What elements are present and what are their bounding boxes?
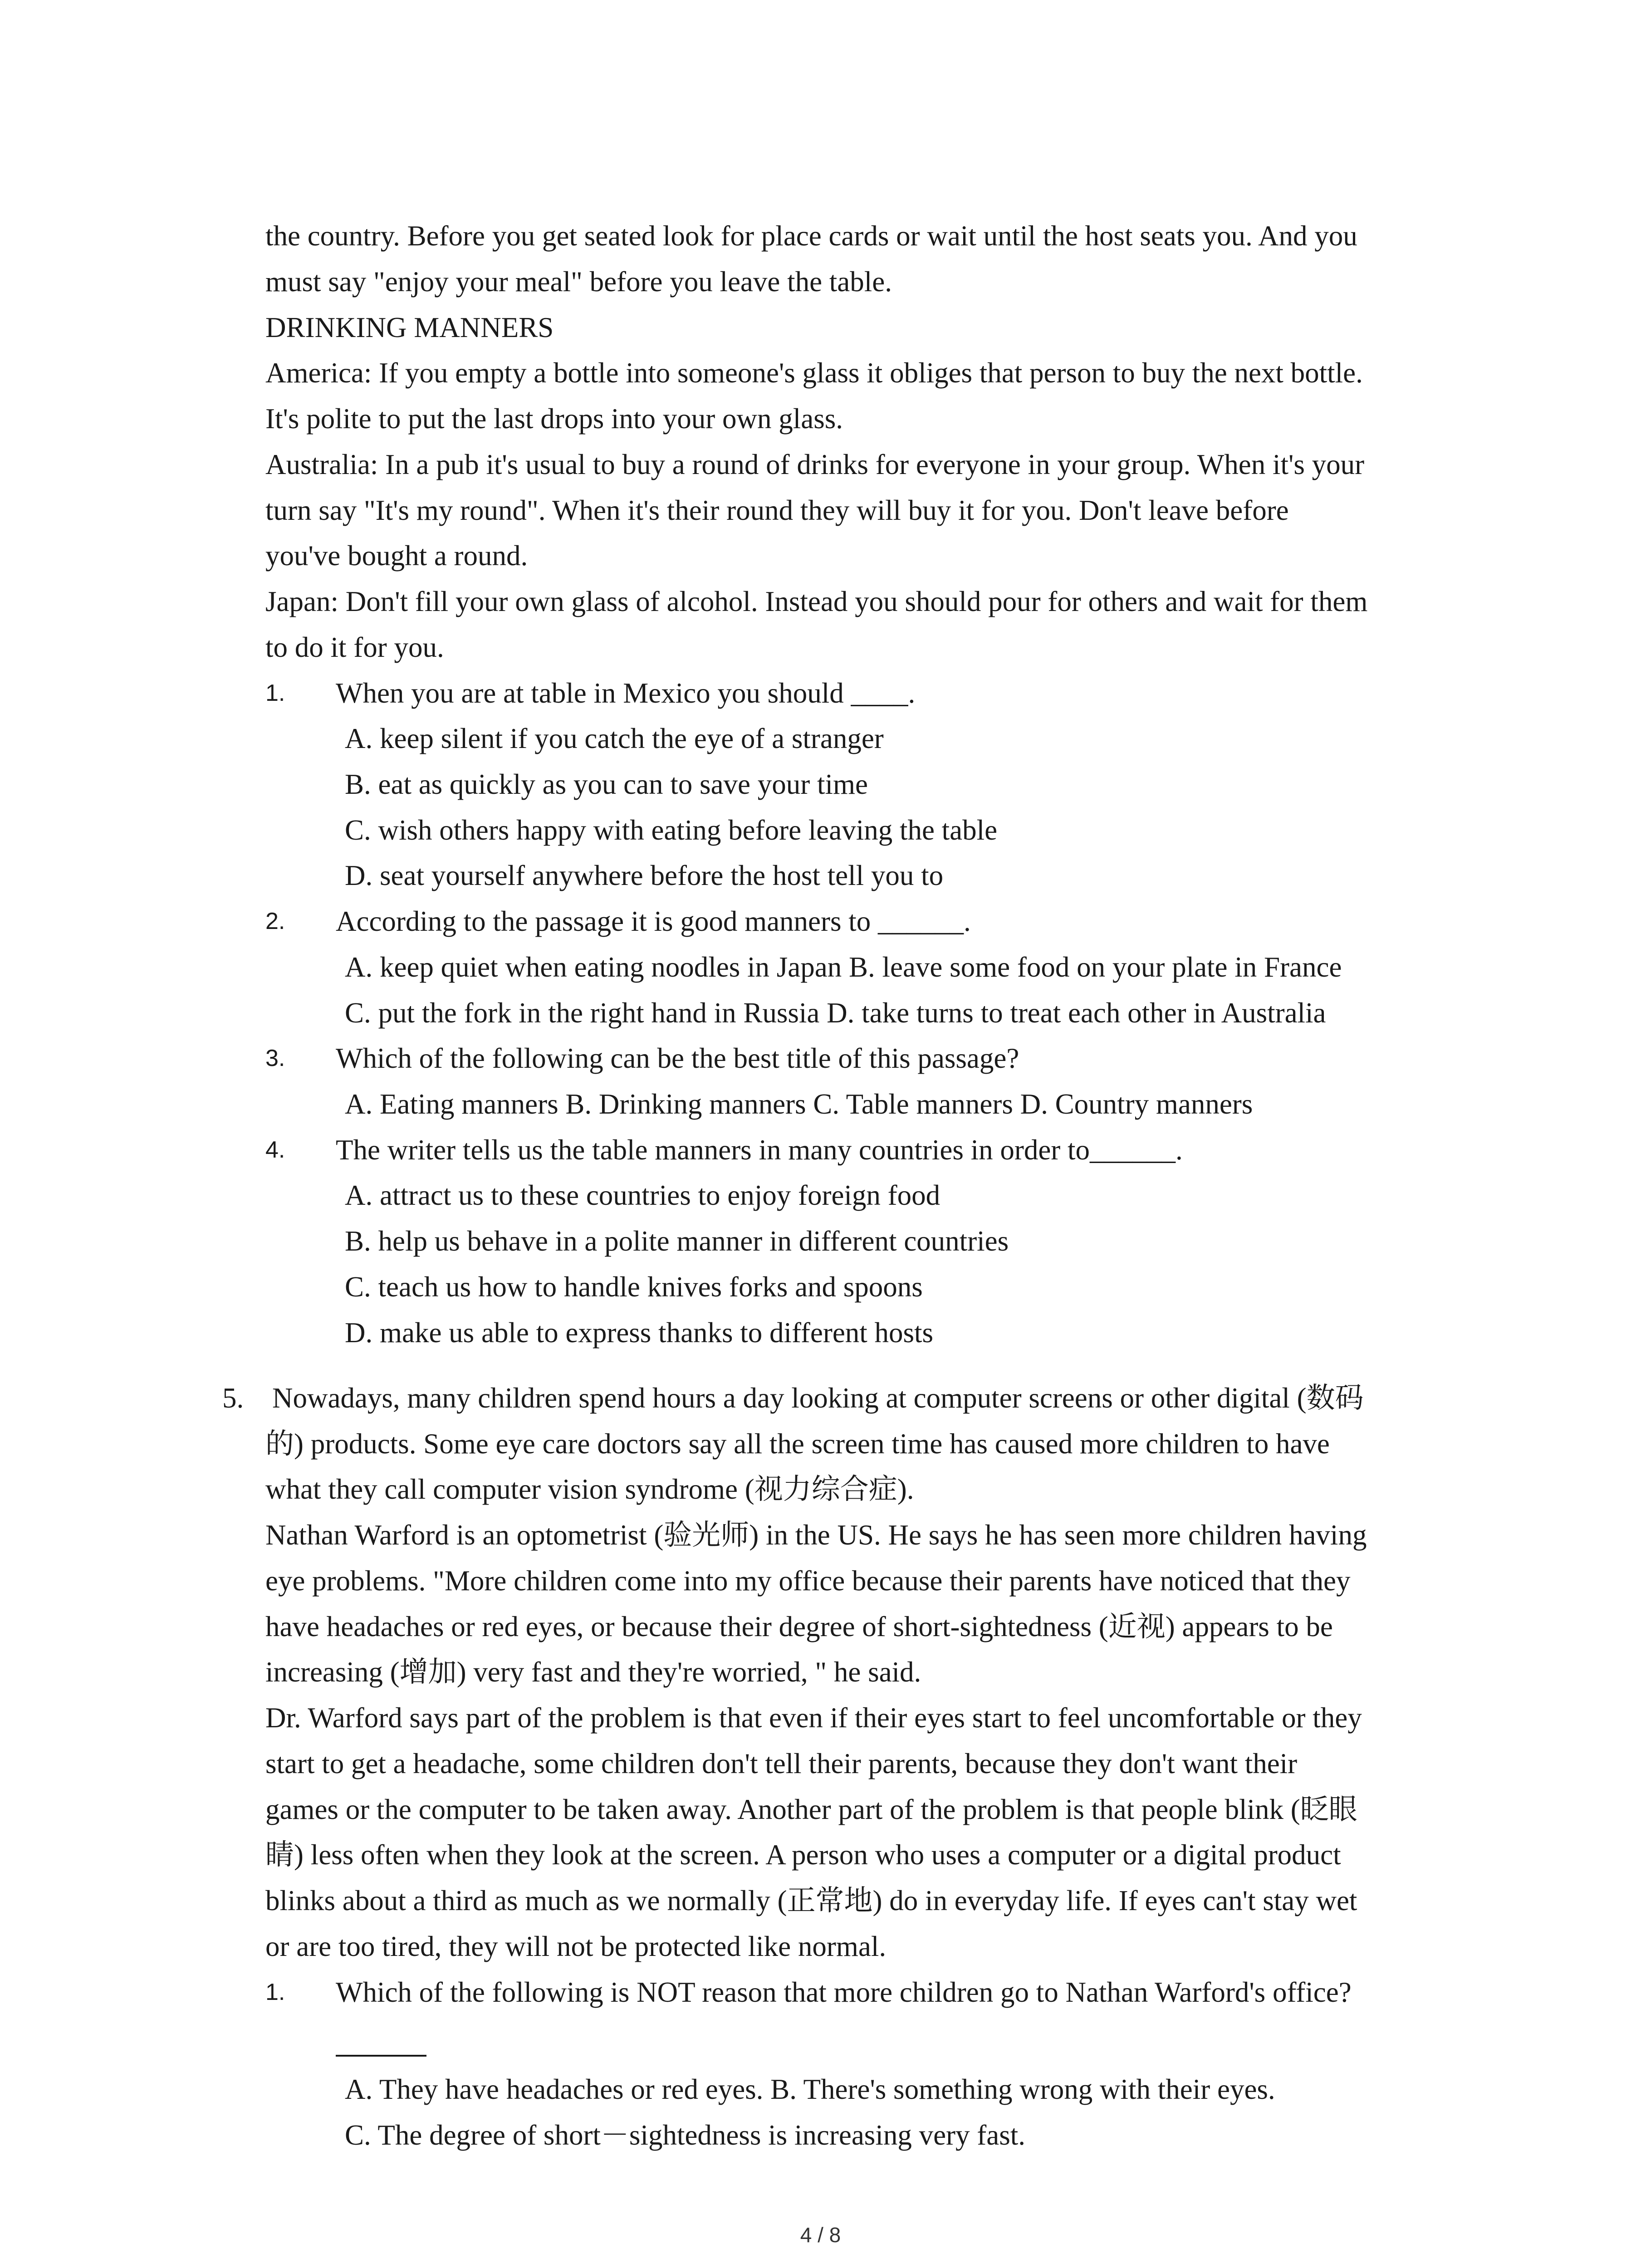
option-line: B. help us behave in a polite manner in different countries — [345, 1225, 1009, 1257]
passage-number: 5. — [222, 1382, 244, 1414]
option-line: C. wish others happy with eating before leaving the table — [345, 814, 998, 846]
passage-line: to do it for you. — [265, 631, 444, 663]
passage-line: America: If you empty a bottle into someone's glass it obliges that person to buy the next bottle. — [265, 357, 1363, 389]
page-number: 4 / 8 — [800, 2223, 841, 2247]
option-line: C. The degree of short－sightedness is increasing very fast. — [345, 2119, 1025, 2151]
passage-line: Nowadays, many children spend hours a day looking at computer screens or other digital (数码 — [272, 1382, 1364, 1414]
passage-line: 的) products. Some eye care doctors say all the screen time has caused more children to have — [265, 1428, 1330, 1460]
passage-line: games or the computer to be taken away. Another part of the problem is that people blink (眨眼 — [265, 1794, 1357, 1825]
passage-line: the country. Before you get seated look for place cards or wait until the host seats you. And you — [265, 220, 1357, 252]
passage-line: or are too tired, they will not be protected like normal. — [265, 1931, 887, 1962]
option-line: A. They have headaches or red eyes. B. There's something wrong with their eyes. — [345, 2073, 1275, 2105]
passage-line: blinks about a third as much as we normally (正常地) do in everyday life. If eyes can't stay wet — [265, 1885, 1357, 1916]
question-number: 4. — [265, 1137, 285, 1163]
option-line: A. Eating manners B. Drinking manners C. Table manners D. Country manners — [345, 1088, 1253, 1120]
option-line: A. keep quiet when eating noodles in Japan B. leave some food on your plate in France — [345, 951, 1342, 983]
answer-blank — [336, 2055, 426, 2057]
question-number: 1. — [265, 680, 285, 706]
passage-line: start to get a headache, some children don't tell their parents, because they don't want their — [265, 1748, 1298, 1779]
passage-line: Dr. Warford says part of the problem is that even if their eyes start to feel uncomfortable or they — [265, 1702, 1362, 1734]
option-line: A. keep silent if you catch the eye of a stranger — [345, 723, 884, 754]
option-line: B. eat as quickly as you can to save your time — [345, 768, 868, 800]
passage-line: 睛) less often when they look at the screen. A person who uses a computer or a digital product — [265, 1839, 1341, 1871]
passage-line: Japan: Don't fill your own glass of alcohol. Instead you should pour for others and wait for them — [265, 586, 1368, 617]
question-text: Which of the following can be the best title of this passage? — [336, 1042, 1019, 1074]
option-line: C. put the fork in the right hand in Russia D. take turns to treat each other in Australia — [345, 997, 1326, 1029]
question-number: 2. — [265, 908, 285, 934]
question-number: 1. — [265, 1979, 285, 2005]
passage-line: increasing (增加) very fast and they're worried, " he said. — [265, 1656, 921, 1688]
option-line: D. seat yourself anywhere before the host tell you to — [345, 860, 944, 891]
passage-line: Nathan Warford is an optometrist (验光师) in the US. He says he has seen more children having — [265, 1519, 1367, 1551]
passage-line: It's polite to put the last drops into your own glass. — [265, 403, 843, 435]
passage-line: Australia: In a pub it's usual to buy a round of drinks for everyone in your group. When it's your — [265, 449, 1365, 480]
passage-line: have headaches or red eyes, or because their degree of short-sightedness (近视) appears to be — [265, 1611, 1333, 1642]
passage-line: turn say "It's my round". When it's their round they will buy it for you. Don't leave before — [265, 494, 1289, 526]
question-text: When you are at table in Mexico you should ____. — [336, 677, 916, 709]
option-line: C. teach us how to handle knives forks and spoons — [345, 1271, 923, 1303]
passage-line: eye problems. "More children come into my office because their parents have noticed that they — [265, 1565, 1351, 1597]
passage-line: what they call computer vision syndrome (视力综合症). — [265, 1473, 914, 1505]
question-text: The writer tells us the table manners in many countries in order to______. — [336, 1134, 1183, 1166]
question-text: According to the passage it is good manners to ______. — [336, 905, 971, 937]
option-line: D. make us able to express thanks to different hosts — [345, 1317, 934, 1349]
passage-line: must say "enjoy your meal" before you leave the table. — [265, 266, 892, 298]
question-number: 3. — [265, 1045, 285, 1071]
option-line: A. attract us to these countries to enjoy foreign food — [345, 1179, 941, 1211]
section-heading: DRINKING MANNERS — [265, 312, 554, 343]
question-text: Which of the following is NOT reason that more children go to Nathan Warford's office? — [336, 1976, 1352, 2008]
passage-line: you've bought a round. — [265, 540, 528, 572]
